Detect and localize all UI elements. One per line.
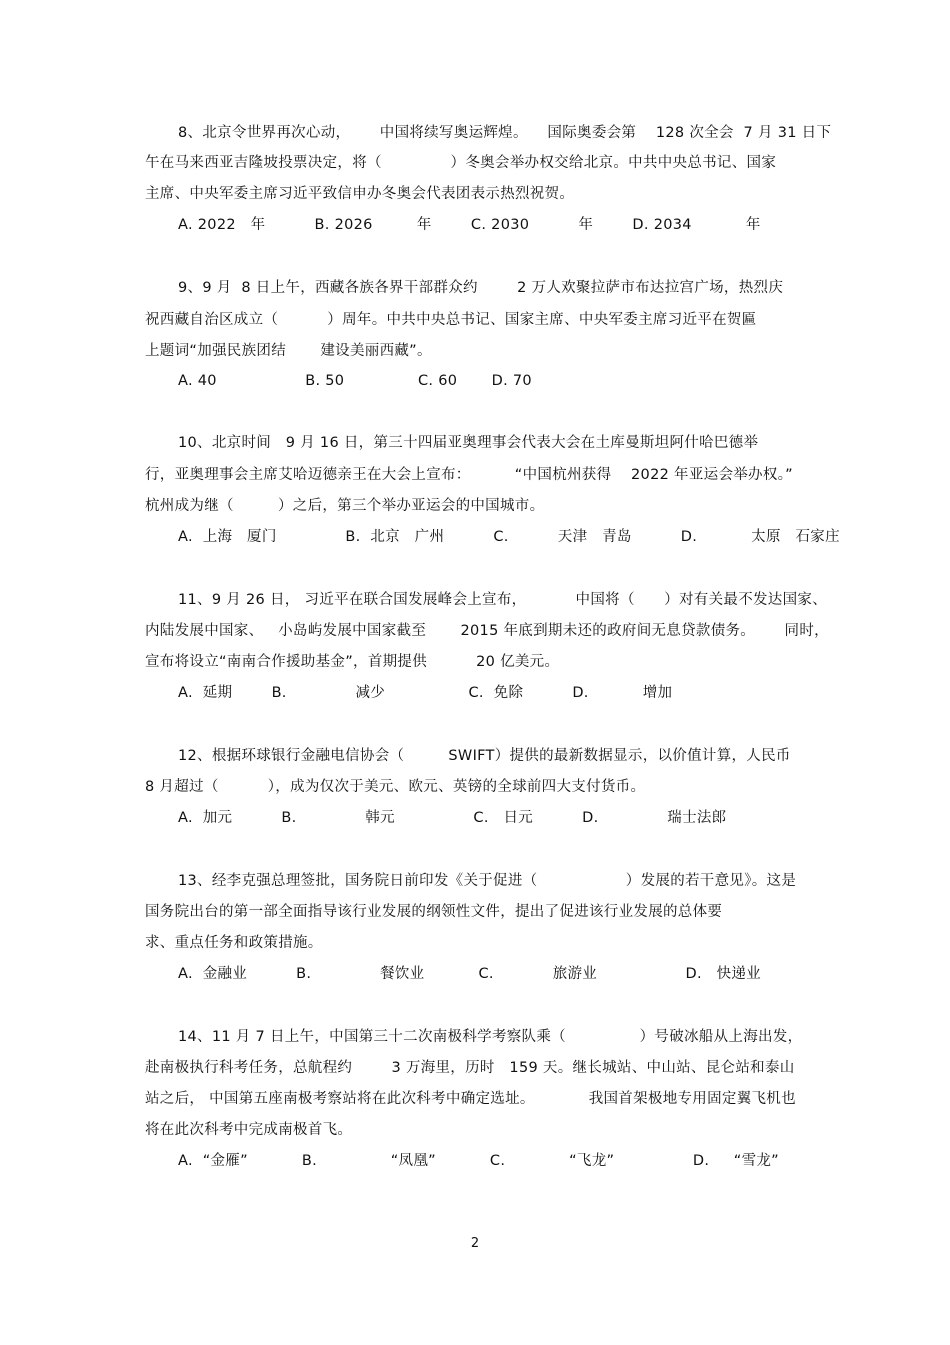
question-line: 上题词“加强民族团结 建设美丽西藏”。 xyxy=(145,343,432,359)
question-line: 站之后， 中国第五座南极考察站将在此次科考中确定选址。 我国首架极地专用固定翼飞机也 xyxy=(145,1091,796,1107)
question-line: 内陆发展中国家、 小岛屿发展中国家截至 2015 年底到期未还的政府间无息贷款债务。 同时， xyxy=(145,623,829,639)
question-line: 12、根据环球银行金融电信协会（ SWIFT）提供的最新数据显示，以价值计算，人民币 xyxy=(178,748,791,764)
answer-options: A. 2022 年 B. 2026 年 C. 2030 年 D. 2034 年 xyxy=(178,217,761,233)
question-line: 9、9 月 8 日上午，西藏各族各界干部群众约 2 万人欢聚拉萨市布达拉宫广场，热烈庆 xyxy=(178,280,784,296)
question-line: 求、重点任务和政策措施。 xyxy=(145,935,323,951)
answer-options: A. 40 B. 50 C. 60 D. 70 xyxy=(178,373,532,389)
question-line: 将在此次科考中完成南极首飞。 xyxy=(145,1122,353,1138)
question-line: 国务院出台的第一部全面指导该行业发展的纲领性文件，提出了促进该行业发展的总体要 xyxy=(145,904,723,920)
question-line: 14、11 月 7 日上午，中国第三十二次南极科学考察队乘（ ）号破冰船从上海出发， xyxy=(178,1029,803,1045)
question-line: 13、经李克强总理签批，国务院日前印发《关于促进（ ）发展的若干意见》。这是 xyxy=(178,873,797,889)
answer-options: A. 金融业 B. 餐饮业 C. 旅游业 D. 快递业 xyxy=(178,966,761,982)
question-line: 8 月超过（ ），成为仅次于美元、欧元、英镑的全球前四大支付货币。 xyxy=(145,779,646,795)
answer-options: A. “金雁” B. “凤凰” C. “飞龙” D. “雪龙” xyxy=(178,1153,779,1169)
question-line: 祝西藏自治区成立（ ）周年。中共中央总书记、国家主席、中央军委主席习近平在贺匾 xyxy=(145,312,757,328)
question-line: 宣布将设立“南南合作援助基金”，首期提供 20 亿美元。 xyxy=(145,654,560,670)
question-line: 行，亚奥理事会主席艾哈迈德亲王在大会上宣布： “中国杭州获得 2022 年亚运会举办权。” xyxy=(145,467,793,483)
answer-options: A. 加元 B. 韩元 C. 日元 D. 瑞士法郎 xyxy=(178,810,727,826)
answer-options: A. 上海 厦门 B. 北京 广州 C. 天津 青岛 D. 太原 石家庄 xyxy=(178,529,840,545)
question-line: 杭州成为继（ ）之后，第三个举办亚运会的中国城市。 xyxy=(145,498,545,514)
question-line: 午在马来西亚吉隆坡投票决定，将（ ）冬奥会举办权交给北京。中共中央总书记、国家 xyxy=(145,155,777,171)
question-line: 赴南极执行科考任务，总航程约 3 万海里，历时 159 天。继长城站、中山站、昆仑站和泰山 xyxy=(145,1060,795,1076)
question-line: 10、北京时间 9 月 16 日，第三十四届亚奥理事会代表大会在土库曼斯坦阿什哈巴德举 xyxy=(178,435,759,451)
page-number: 2 xyxy=(470,1236,480,1251)
question-line: 8、北京令世界再次心动， 中国将续写奥运辉煌。 国际奥委会第 128 次全会 7 月 31 日下 xyxy=(178,125,832,141)
question-line: 11、9 月 26 日， 习近平在联合国发展峰会上宣布， 中国将（ ）对有关最不发达国家、 xyxy=(178,592,828,608)
question-line: 主席、中央军委主席习近平致信申办冬奥会代表团表示热烈祝贺。 xyxy=(145,186,575,202)
answer-options: A. 延期 B. 减少 C. 免除 D. 增加 xyxy=(178,685,673,701)
